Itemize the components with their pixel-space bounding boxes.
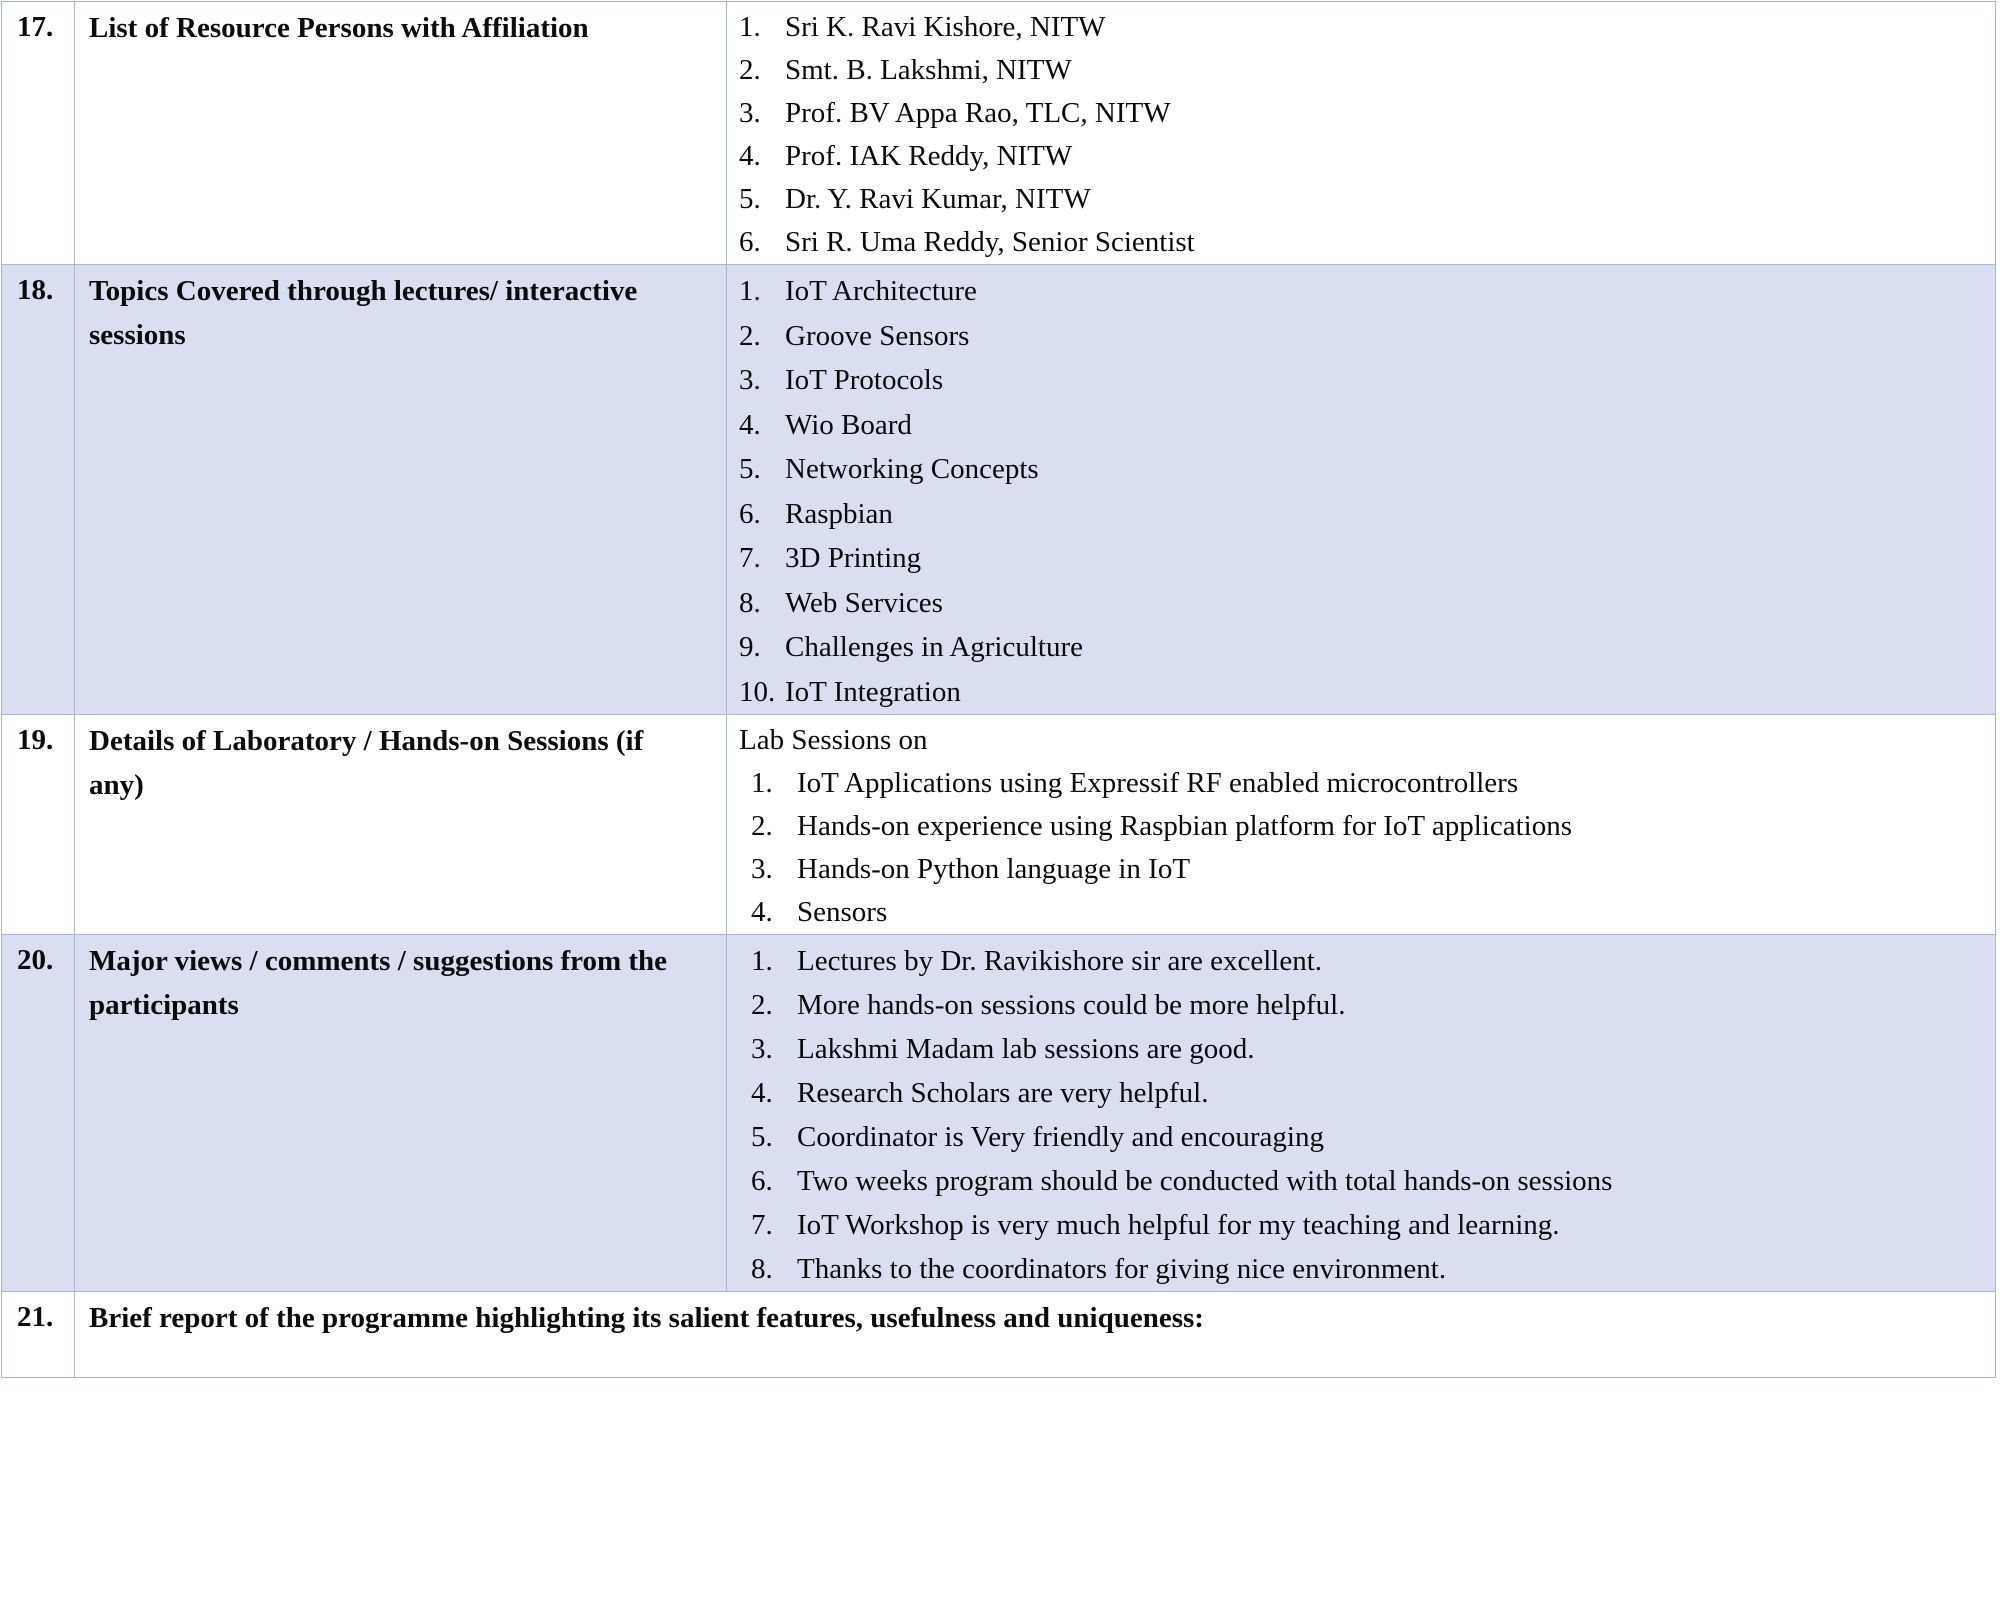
- row-number: 21.: [17, 1301, 54, 1333]
- list-text: 3D Printing: [785, 542, 922, 574]
- content-list: [739, 6, 1989, 264]
- row-number-cell: [2, 1292, 75, 1378]
- list-text: Networking Concepts: [785, 453, 1039, 485]
- list-item: [739, 447, 1989, 492]
- list-marker: 8.: [751, 1253, 773, 1285]
- list-item: [739, 536, 1989, 581]
- list-item: [739, 670, 1989, 715]
- row-label-cell: [75, 715, 727, 935]
- list-text: IoT Workshop is very much helpful for my teaching and learning.: [797, 1209, 1560, 1241]
- list-item: [751, 1159, 1989, 1203]
- row-content-cell: [727, 935, 1996, 1292]
- list-text: IoT Architecture: [785, 275, 977, 307]
- list-marker: 1.: [751, 945, 773, 977]
- list-marker: 6.: [739, 497, 761, 530]
- list-item: [751, 1115, 1989, 1159]
- row-content-cell: [727, 265, 1996, 715]
- list-text: Raspbian: [785, 497, 893, 530]
- row-label-cell: [75, 2, 727, 265]
- table-row: [2, 265, 1996, 715]
- list-marker: 10.: [739, 675, 776, 708]
- list-marker: 5.: [751, 1121, 773, 1153]
- list-text: Groove Sensors: [785, 319, 970, 352]
- list-text: Wio Board: [785, 408, 912, 441]
- list-item: [739, 358, 1989, 403]
- list-text: Lectures by Dr. Ravikishore sir are excellent.: [797, 945, 1323, 977]
- row-label: Brief report of the programme highlighting its salient features, usefulness and uniqueness:: [89, 1302, 1204, 1334]
- row-label: List of Resource Persons with Affiliation: [89, 12, 589, 44]
- list-marker: 2.: [739, 319, 761, 352]
- list-text: Challenges in Agriculture: [785, 631, 1083, 663]
- list-marker: 1.: [751, 767, 773, 799]
- list-marker: 3.: [751, 853, 773, 885]
- list-text: Smt. B. Lakshmi, NITW: [785, 54, 1072, 86]
- row-number: 20.: [17, 944, 54, 976]
- report-table: [1, 1, 1996, 1378]
- content-list: [739, 762, 1989, 934]
- row-content-cell: [727, 2, 1996, 265]
- list-text: Sri K. Ravi Kishore, NITW: [785, 11, 1106, 43]
- list-item: [751, 1027, 1989, 1071]
- list-marker: 2.: [751, 989, 773, 1021]
- list-marker: 1.: [739, 11, 761, 43]
- row-number: 17.: [17, 11, 54, 43]
- table-row: [2, 2, 1996, 265]
- list-item: [739, 6, 1989, 49]
- list-marker: 9.: [739, 631, 761, 663]
- row-number-cell: [2, 935, 75, 1292]
- list-text: Sri R. Uma Reddy, Senior Scientist: [785, 226, 1195, 258]
- list-marker: 2.: [739, 54, 761, 86]
- list-text: Dr. Y. Ravi Kumar, NITW: [785, 183, 1091, 215]
- list-item: [739, 492, 1989, 537]
- list-text: Hands-on experience using Raspbian platform for IoT applications: [797, 810, 1572, 842]
- list-item: [739, 625, 1989, 670]
- list-marker: 3.: [751, 1033, 773, 1065]
- list-marker: 4.: [739, 140, 761, 172]
- table-row: [2, 715, 1996, 935]
- row-number-cell: [2, 2, 75, 265]
- list-item: [739, 581, 1989, 626]
- list-marker: 7.: [751, 1209, 773, 1241]
- document-page: [0, 1, 2000, 1601]
- list-item: [751, 939, 1989, 983]
- list-item: [739, 178, 1989, 221]
- row-number: 19.: [17, 724, 54, 756]
- list-marker: 4.: [739, 408, 761, 441]
- list-text: IoT Applications using Expressif RF enabled microcontrollers: [797, 767, 1519, 799]
- list-text: Web Services: [785, 586, 943, 619]
- row-label-cell: [75, 935, 727, 1292]
- list-text: Sensors: [797, 896, 888, 928]
- list-item: [751, 762, 1989, 805]
- list-text: More hands-on sessions could be more helpful.: [797, 989, 1346, 1021]
- list-text: Two weeks program should be conducted with total hands-on sessions: [797, 1165, 1613, 1197]
- table-row: [2, 935, 1996, 1292]
- list-text: Prof. IAK Reddy, NITW: [785, 140, 1073, 172]
- list-text: IoT Integration: [785, 675, 961, 708]
- content-intro: Lab Sessions on: [739, 724, 928, 756]
- table-row: [2, 1292, 1996, 1378]
- list-item: [751, 848, 1989, 891]
- list-item: [739, 135, 1989, 178]
- list-marker: 2.: [751, 810, 773, 842]
- list-text: IoT Protocols: [785, 364, 944, 396]
- list-item: [751, 1071, 1989, 1115]
- list-item: [739, 403, 1989, 448]
- list-text: Research Scholars are very helpful.: [797, 1077, 1209, 1109]
- list-marker: 4.: [751, 896, 773, 928]
- list-marker: 7.: [739, 542, 761, 574]
- list-marker: 4.: [751, 1077, 773, 1109]
- row-label: Major views / comments / suggestions from the participants: [89, 945, 668, 1021]
- list-text: Hands-on Python language in IoT: [797, 853, 1191, 885]
- list-item: [739, 314, 1989, 359]
- row-number: 18.: [17, 274, 54, 306]
- row-content-cell: [727, 715, 1996, 935]
- list-text: Thanks to the coordinators for giving nice environment.: [797, 1253, 1447, 1285]
- row-number-cell: [2, 715, 75, 935]
- list-item: [751, 1203, 1989, 1247]
- content-list: [739, 269, 1989, 714]
- list-item: [751, 1247, 1989, 1291]
- list-marker: 1.: [739, 275, 761, 307]
- row-label: Topics Covered through lectures/ interactive sessions: [89, 275, 638, 351]
- row-label-cell: [75, 265, 727, 715]
- list-marker: 5.: [739, 453, 761, 485]
- list-marker: 6.: [739, 226, 761, 258]
- list-marker: 3.: [739, 97, 761, 129]
- list-text: Coordinator is Very friendly and encouraging: [797, 1121, 1324, 1153]
- list-text: Prof. BV Appa Rao, TLC, NITW: [785, 97, 1171, 129]
- list-marker: 8.: [739, 586, 761, 619]
- row-label: Details of Laboratory / Hands-on Sessions (if any): [89, 725, 644, 801]
- list-item: [751, 805, 1989, 848]
- list-marker: 6.: [751, 1165, 773, 1197]
- list-item: [739, 221, 1989, 264]
- row-label-cell: [75, 1292, 1996, 1378]
- list-marker: 5.: [739, 183, 761, 215]
- report-table-body: [2, 2, 1996, 1378]
- row-number-cell: [2, 265, 75, 715]
- list-item: [751, 983, 1989, 1027]
- list-marker: 3.: [739, 364, 761, 396]
- list-item: [739, 269, 1989, 314]
- list-text: Lakshmi Madam lab sessions are good.: [797, 1033, 1255, 1065]
- content-list: [739, 939, 1989, 1291]
- list-item: [739, 92, 1989, 135]
- list-item: [739, 49, 1989, 92]
- list-item: [751, 891, 1989, 934]
